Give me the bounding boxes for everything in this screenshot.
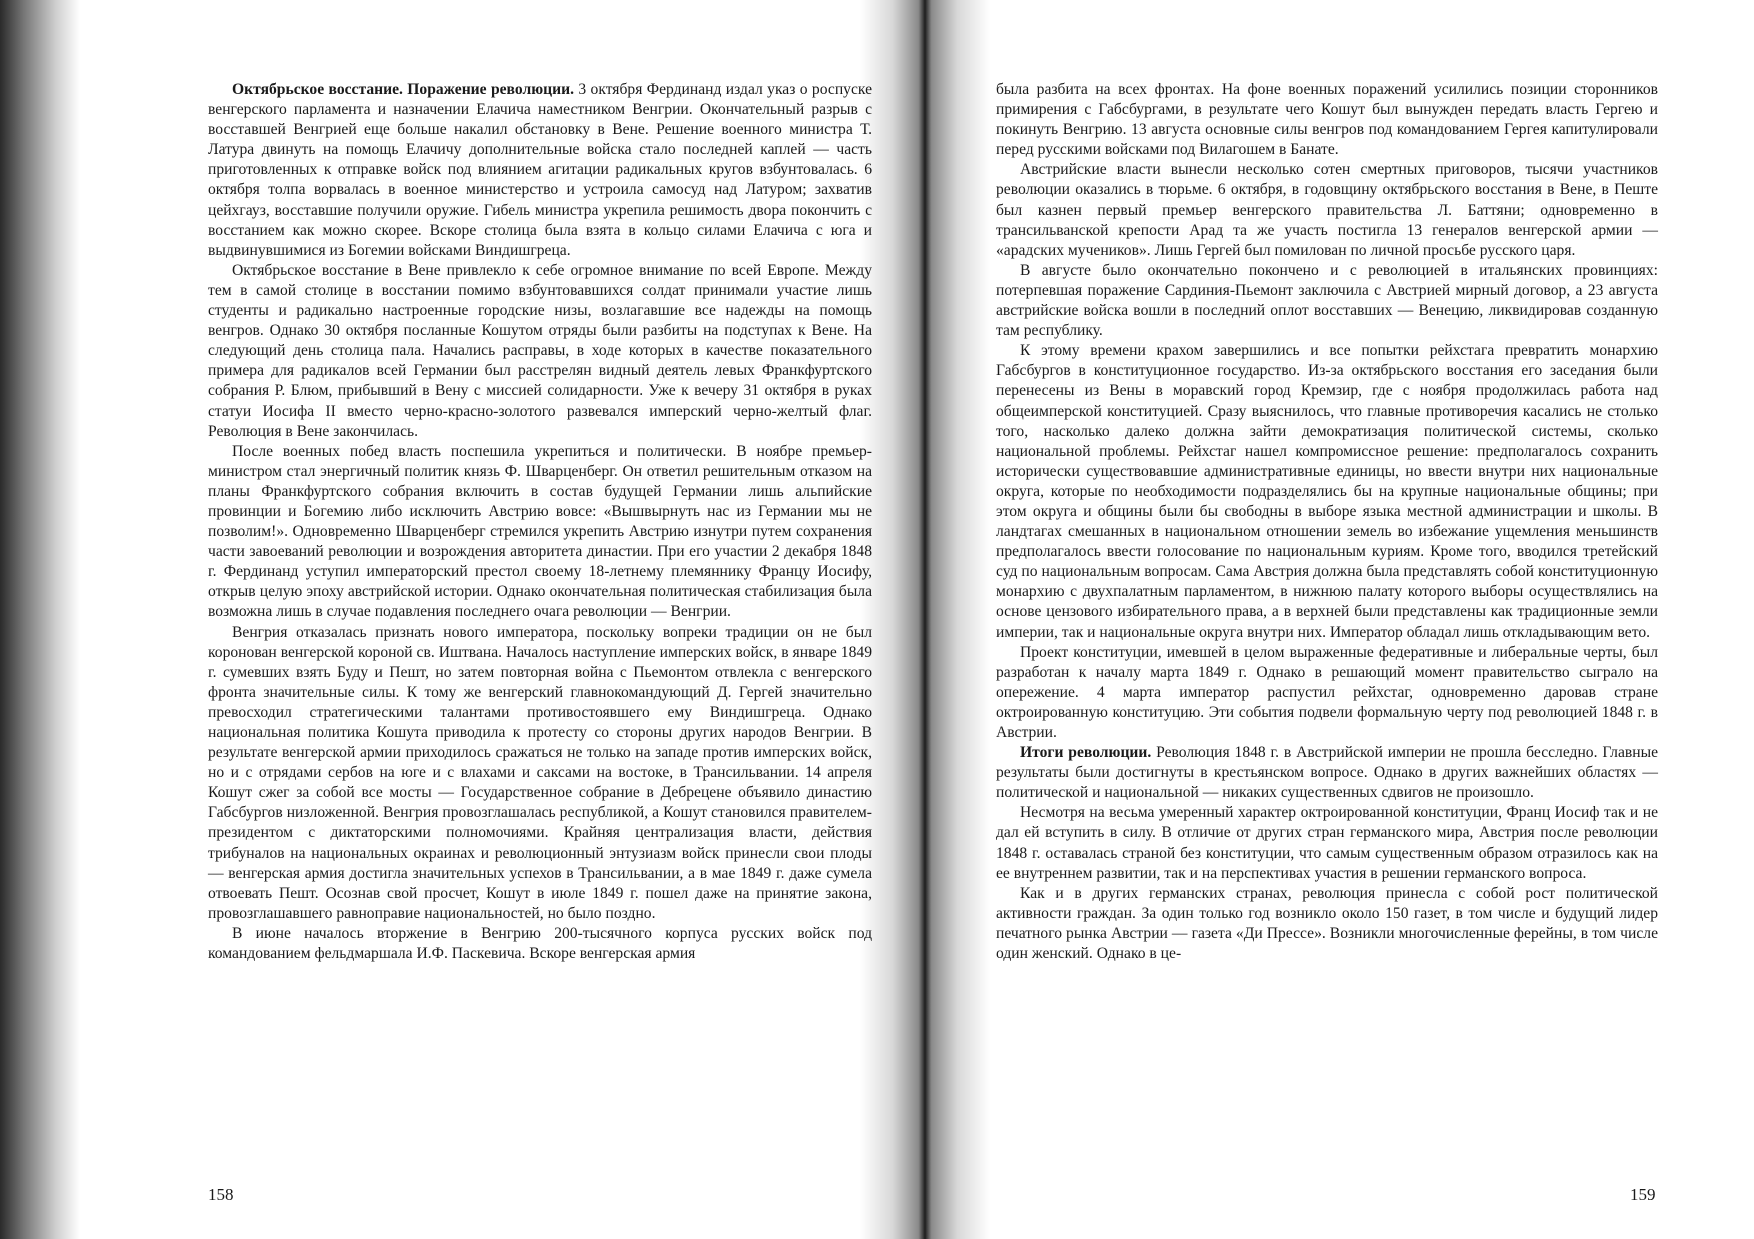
- left-page: [208, 80, 872, 964]
- paragraph: Октябрьское восстание в Вене привлекло к себе огромное внимание по всей Европе. Между тем в самой столице в восстании помимо взбунтовавшихся солдат принимали участие лишь студенты и радикально настроенные городские низы, возлагавшие все надежды на помощь венгров. Однако 30 октября посланные Кошутом отряды были разбиты на подступах к Вене. На следующий день столица пала. Начались расправы, в ходе которых в качестве показательного примера для радикалов всей Германии был расстрелян видный деятель левых Франкфуртского собрания Р. Блюм, прибывший в Вену с миссией солидарности. Уже к вечеру 31 октября в руках статуи Иосифа II вместо черно-красно-золотого развевался имперский черно-желтый флаг. Революция в Вене закончилась.: [208, 261, 872, 440]
- section-heading: Итоги революции.: [1020, 744, 1152, 762]
- paragraph: Октябрьское восстание. Поражение революции. 3 октября Фердинанд издал указ о роспуске венгерского парламента и назначении Елачича наместником Венгрии. Окончательный разрыв с восставшей Венгрией еще больше накалил обстановку в Вене. Решение военного министра Т. Латура двинуть на помощь Елачичу дополнительные войска стало последней каплей — часть приготовленных к отправке войск под влиянием агитации радикальных кругов взбунтовалась. 6 октября толпа ворвалась в военное министерство и устроила самосуд над Латуром; захватив цейхгауз, восставшие получили оружие. Гибель министра укрепила решимость двора покончить с восстанием как можно скорее. Вскоре столица была взята в кольцо силами Елачича с юга и выдвинувшимися из Богемии войсками Виндишгреца.: [208, 81, 872, 259]
- paragraph: После военных побед власть поспешила укрепиться и политически. В ноябре премьер-министром стал энергичный политик князь Ф. Шварценберг. Он ответил решительным отказом на планы Франкфуртского собрания включить в состав будущей Германии лишь альпийские провинции и Богемию либо исключить Австрию вовсе: «Вышвырнуть нас из Германии мы не позволим!». Одновременно Шварценберг стремился укрепить Австрию изнутри путем сохранения части завоеваний революции и возрождения авторитета династии. При его участии 2 декабря 1848 г. Фердинанд уступил императорский престол своему 18-летнему племяннику Францу Иосифу, открыв целую эпоху австрийской истории. Однако окончательная политическая стабилизация была возможна лишь в случае подавления последнего очага революции — Венгрии.: [208, 442, 872, 621]
- paragraph: В августе было окончательно покончено и с революцией в итальянских провинциях: потерпевшая поражение Сардиния-Пьемонт заключила с Австрией мирный договор, а 23 августа австрийские войска вошли в последний оплот восставших — Венецию, ликвидировав созданную там республику.: [996, 261, 1658, 340]
- section-heading: Октябрьское восстание. Поражение революции.: [232, 81, 574, 98]
- page-edge-shadow: [0, 0, 80, 1239]
- paragraph: Венгрия отказалась признать нового императора, поскольку вопреки традиции он не был коронован венгерской короной св. Иштвана. Началось наступление имперских войск, в январе 1849 г. сумевших взять Буду и Пешт, но затем повторная война с Пьемонтом отвлекла с венгерского фронта значительные силы. К тому же венгерский главнокомандующий Д. Гергей значительно превосходил стратегическими талантами противостоявшего ему Виндишгреца. Однако национальная политика Кошута приводила к протесту со стороны других народов Венгрии. В результате венгерской армии приходилось сражаться не только на западе против имперских войск, но и с отрядами сербов на юге и с влахами и саксами на востоке, в Трансильвании. 14 апреля Кошут сжег за собой все мосты — Государственное собрание в Дебрецене объявило династию Габсбургов низложенной. Венгрия провозглашалась республикой, а Кошут становился правителем-президентом с диктаторскими полномочиями. Крайняя централизация власти, действия трибуналов на национальных окраинах и революционный энтузиазм войск принесли свои плоды — венгерская армия достигла значительных успехов в Трансильвании, а в мае 1849 г. даже сумела отвоевать Пешт. Осознав свой просчет, Кошут в июле 1849 г. пошел даже на принятие закона, провозглашавшего равноправие национальностей, но было поздно.: [208, 623, 872, 922]
- right-page-text: [996, 80, 1658, 964]
- paragraph: Итоги революции. Революция 1848 г. в Австрийской империи не прошла бесследно. Главные результаты были достигнуты в крестьянском вопросе. Однако в других важнейших областях — политической и национальной — никаких существенных сдвигов не произошло.: [996, 744, 1658, 802]
- book-gutter: [860, 0, 990, 1239]
- page-number-left: 158: [208, 1185, 234, 1204]
- paragraph: Австрийские власти вынесли несколько сотен смертных приговоров, тысячи участников революции оказались в тюрьме. 6 октября, в годовщину октябрьского восстания в Вене, в Пеште был казнен первый премьер венгерского правительства Л. Баттяни; одновременно в трансильванской крепости Арад та же участь постигла 13 генералов венгерской армии — «арадских мучеников». Лишь Гергей был помилован по личной просьбе русского царя.: [996, 161, 1658, 259]
- paragraph: Проект конституции, имевшей в целом выраженные федеративные и либеральные черты, был разработан к началу марта 1849 г. Однако в решающий момент правительство сыграло на опережение. 4 марта император распустил рейхстаг, одновременно даровав стране октроированную конституцию. Эти события подвели формальную черту под революцией 1848 г. в Австрии.: [996, 643, 1658, 741]
- paragraph: В июне началось вторжение в Венгрию 200-тысячного корпуса русских войск под командованием фельдмаршала И.Ф. Паскевича. Вскоре венгерская армия: [208, 924, 872, 963]
- paragraph: Несмотря на весьма умеренный характер октроированной конституции, Франц Иосиф так и не дал ей вступить в силу. В отличие от других стран германского мира, Австрия после революции 1848 г. оставалась страной без конституции, что самым существенным образом отразилось как на ее внутреннем развитии, так и на перспективах участия в решении германского вопроса.: [996, 804, 1658, 882]
- paragraph: К этому времени крахом завершились и все попытки рейхстага превратить монархию Габсбургов в конституционное государство. Из-за октябрьского восстания его заседания были перенесены из Вены в моравский город Кремзир, где с ноября продолжилась работа над общеимперской конституцией. Сразу выяснилось, что главные противоречия касались не столько того, насколько далеко должна зайти демократизация политической системы, сколько национальной проблемы. Рейхстаг нашел компромиссное решение: предполагалось сохранить исторически существовавшие административные единицы, но ввести внутри них национальные округа, которые по необходимости подразделялись бы на крупные национальные общины; при этом округа и общины были бы свободны в выборе языка местной администрации и школы. В ландтагах смешанных в национальном отношении земель во избежание ущемления меньшинств предполагалось ввести голосование по национальным куриям. Кроме того, вводился третейский суд по национальным вопросам. Сама Австрия должна была представлять собой конституционную монархию с двухпалатным парламентом, в нижнюю палату которого выборы осуществлялись на основе цензового избирательного права, а в верхней были представлены как традиционные земли империи, так и национальные округа внутри них. Император обладал лишь откладывающим вето.: [996, 342, 1658, 641]
- paragraph: была разбита на всех фронтах. На фоне военных поражений усилились позиции сторонников примирения с Габсбургами, в результате чего Кошут был вынужден передать власть Гергею и покинуть Венгрию. 13 августа основные силы венгров под командованием Гергея капитулировали перед русскими войсками под Вилагошем в Банате.: [996, 81, 1658, 159]
- paragraph: Как и в других германских странах, революция принесла с собой рост политической активности граждан. За один только год возникло около 150 газет, в том числе и будущий лидер печатного рынка Австрии — газета «Ди Прессе». Возникли многочисленные ферейны, в том числе один женский. Однако в це-: [996, 884, 1658, 963]
- page-number-right: 159: [1630, 1185, 1656, 1204]
- right-page: [996, 80, 1658, 964]
- left-page-text: [208, 80, 872, 964]
